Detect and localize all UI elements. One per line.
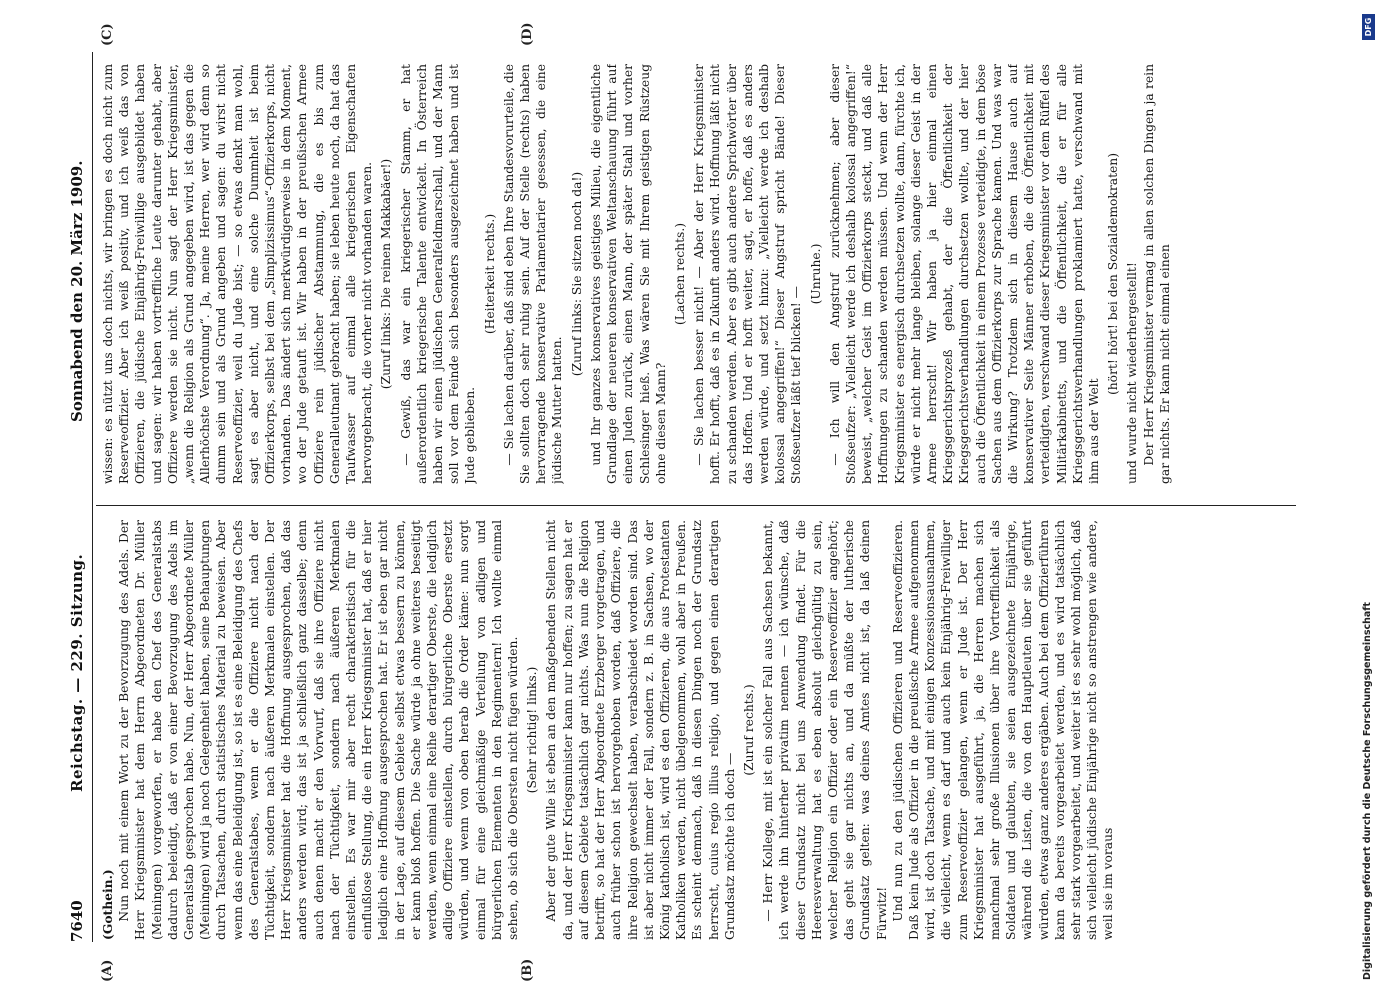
- paragraph: — Gewiß, das war ein kriegerischer Stamm, er hat außerordentlich kriegerische Talente entwickelt. In Österreich haben wir einen jüdischen Generalfeldmarschall, und der Mann soll vor dem Feinde sich besonders ausgezeichnet haben und ist Jude geblieben.: [398, 64, 478, 484]
- paragraph: — Sie lachen besser nicht! — Aber der Herr Kriegsminister hofft. Er hofft, daß es in Zukunft anders wird. Hoffnung läßt nicht zu schanden werden. Aber es gibt auch andere Sprichwörter über das Hoffen. Und er hofft weiter, sagt, er hoffe, daß es anders werden würde, und setzt hinzu: „Vielleicht werde ich deshalb kolossal angegriffen!“ Dieser Angstruf spricht Bände! Dieser Stoßseufzer läßt tief blicken! —: [692, 64, 804, 484]
- page-header: [64, 52, 93, 942]
- paragraph: wissen: es nützt uns doch nichts, wir bringen es doch nicht zum Reserveoffizier. Aber ich weiß positiv, und ich weiß das von Offizieren, die jüdische Einjährig-Freiwillige ausgebildet haben und sagen: wir haben vortreffliche Leute darunter gehabt, aber Offiziere werden sie nicht. Nun sagt der Herr Kriegsminister, „wenn die Religion als Grund angegeben wird, ist das gegen die Allerhöchste Verordnung“. Ja, meine Herren, wer wird denn so dumm sein und als Grund angeben und sagen: du wirst nicht Reserveoffizier, weil du Jude bist; — so etwas denkt man wohl, sagt es aber nicht, und eine solche Dummheit ist beim Offizierkorps, selbst bei dem „Simplizissimus“-Offizierkorps, nicht vorhanden. Das ändert sich merkwürdigerweise in dem Moment, wo der Jude getauft ist. Wir haben in der preußischen Armee Offiziere rein jüdischer Abstammung, die es bis zum Generalleutnant gebracht haben; sie leben heute noch, da hat das Taufwasser auf einmal alle kriegerischen Eigenschaften hervorgebracht, die vorher nicht vorhanden waren.: [101, 64, 375, 484]
- session-date: Sonnabend den 20. März 1909.: [68, 160, 86, 422]
- column-divider: [96, 505, 1296, 506]
- paragraph: (hört! hört! bei den Sozialdemokraten): [1106, 152, 1121, 396]
- paragraph: und wurde nicht wiederhergestellt!: [1125, 262, 1140, 484]
- paragraph: (Zuruf links: Sie sitzen noch da!): [569, 171, 584, 377]
- paragraph: Nun noch mit einem Wort zu der Bevorzugung des Adels. Der Herr Kriegsminister hat dem Herrn Abgeordneten Dr. Müller (Meiningen) vorgeworfen, er habe den Chef des Generalstabs dadurch beleidigt, daß er von einer Bevorzugung des Adels im Generalstab gesprochen habe. Nun, der Herr Abgeordnete Müller (Meiningen) wird ja noch Gelegenheit haben, seine Behauptungen durch Tatsachen, durch statistisches Material zu beweisen. Aber wenn das eine Beleidigung ist, so ist es eine Beleidigung des Chefs des Generalstabes, wenn er die Offiziere nicht nach der Tüchtigkeit, sondern nach äußeren Merkmalen einstellen. Der Herr Kriegsminister hat die Hoffnung ausgesprochen, daß das anders werden wird; das ist ja schließlich ganz dasselbe; denn auch denen macht er den Vorwurf, daß sie ihre Offiziere nicht nach der Tüchtigkeit, sondern nach äußeren Merkmalen einstellen. Es war mir aber recht charakteristisch für die einflußlose Stellung, die ein Herr Kriegsminister hat, daß er hier lediglich eine Hoffnung ausgesprochen hat. Er ist eben gar nicht in der Lage, auf diesem Gebiete selbst etwas bessern zu können, er kann bloß hoffen. Die Sache würde ja ohne weiteres beseitigt werden, wenn einmal eine Reihe derartiger Oberste, die lediglich adlige Offiziere einstellen, durch bürgerliche Oberste ersetzt würden, und wenn von oben herab die Order käme: nun sorgt einmal für eine gleichmäßige Verteilung von adligen und bürgerlichen Elementen in den Regimentern! Ich wollte einmal sehen, ob sich die Obersten nicht fügen würden.: [117, 520, 521, 940]
- paragraph: — Herr Kollege, mit ist ein solcher Fall aus Sachsen bekannt, ich werde ihn hinterher privatim nennen — ich wünsche, daß dieser Grundsatz nicht bei uns Anwendung findet. Für die Heeresverwaltung hat es eben absolut gleichgültig zu sein, welcher Religion ein Offizier oder ein Reserveoffizier angehört; das geht sie gar nichts an, und da müßte der lutherische Grundsatz gelten: was deines Amtes nicht ist, da laß deinen Fürwitz!: [761, 520, 889, 940]
- paragraph: Und nun zu den jüdischen Offizieren und Reserveoffizieren. Daß kein Jude als Offizier in die preußische Armee aufgenommen wird, ist doch Tatsache, und mit einigen Konzessionsausnahmen, die vielleicht, wenn es darf und auch kein Einjährig-Freiwilliger zum Reserveoffizier gelangen, wenn er Jude ist. Der Herr Kriegsminister hat ausgeführt, ja, die Herren machen sich manchmal sehr große Illusionen über ihre Vortrefflichkeit als Soldaten und glaubten, sie seien ausgezeichnete Einjährige, während die Listen, die von den Hauptleuten über sie geführt würden, etwas ganz anderes ergäben. Auch bei dem Offizierführen kann da bereits vorgearbeitet werden, und es wird tatsächlich sehr stark vorgearbeitet, und weiter ist es sehr wohl möglich, daß sich vielleicht jüdische Einjährige nicht so anstrengen wie andere, weil sie im voraus: [890, 520, 1116, 940]
- digitization-credit: Digitalisierung gefördert durch die Deutsche Forschungsgemeinschaft: [1362, 602, 1373, 980]
- paragraph: (Unruhe.): [808, 243, 823, 305]
- paragraph: — Sie lachen darüber, daß sind eben Ihre Standesvorurteile, die Sie sollten doch sehr ruhig sein. Auf der Stelle (rechts) haben hervorragende konservative Parlamentarier gesessen, die eine jüdische Mutter hatten.: [501, 64, 565, 484]
- dfg-logo: DFG: [1362, 14, 1375, 40]
- margin-marker-c: (C): [100, 23, 115, 46]
- paragraph: und Ihr ganzes konservatives geistiges Milieu, die eigentliche Grundlage der neueren konservativen Weltanschauung führt auf einen Juden zurück, einen Mann, der später Stahl und vorher Schlesinger hieß. Was wären Sie mit Ihrem geistigen Rüstzeug ohne diesen Mann?: [588, 64, 668, 484]
- session-title: Reichstag. — 229. Sitzung.: [68, 553, 86, 792]
- paragraph: — Ich will den Angstruf zurücknehmen; aber dieser Stoßseufzer: „Vielleicht werde ich deshalb kolossal angegriffen!“ beweist, „welcher Geist im Offizierkorps steckt, und daß alle Hoffnungen zu schanden werden müssen. Und wenn der Herr Kriegsminister es energisch durchsetzen wollte, dann, fürchte ich, würde er nicht mehr lange bleiben, solange dieser Geist in der Armee herrscht! Wir haben ja hier einmal einen Kriegsgerichtsprozeß gehabt, der die Öffentlichkeit der Kriegsgerichtsverhandlungen durchsetzen wollte, und der hier auch die Öffentlichkeit in einem Prozesse verteidigte, in dem böse Sachen aus dem Offizierkorps zur Sprache kamen. Und was war die Wirkung? Trotzdem sich in diesem Hause auch auf konservativer Seite Männer erhoben, die die Öffentlichkeit mit verteidigten, verschwand dieser Kriegsminister vor dem Rüffel des Militärkabinetts, und die Öffentlichkeit, die er für alle Kriegsgerichtsverhandlungen proklamiert hatte, verschwand mit ihm aus der Welt: [827, 64, 1101, 484]
- margin-marker-b: (B): [520, 958, 535, 982]
- paragraph: Der Herr Kriegsminister vermag in allen solchen Dingen ja rein gar nichts. Er kann nicht einmal einen: [1141, 64, 1172, 484]
- margin-marker-d: (D): [520, 22, 535, 46]
- paragraph: (Zuruf links: Die reinen Makkabäer!): [379, 158, 394, 390]
- paragraph: (Heiterkeit rechts.): [482, 213, 497, 335]
- paragraph: (Zuruf rechts.): [741, 684, 756, 776]
- paragraph: (Sehr richtig! links.): [525, 666, 540, 794]
- paragraph: (Gothein.): [100, 869, 115, 940]
- page-number: 7640: [68, 900, 86, 942]
- paragraph: Aber der gute Wille ist eben an den maßgebenden Stellen nicht da, und der Herr Kriegsminister kann nur hoffen; zu sagen hat er auf diesem Gebiete tatsächlich gar nichts. Was nun die Religion betrifft, so hat der Herr Abgeordnete Erzberger vorgetragen, und auch früher schon ist hervorgehoben worden, daß Offiziere, die ihre Religion gewechselt haben, verabschiedet worden sind. Das ist aber nicht immer der Fall, sondern z. B. in Sachsen, wo der König katholisch ist, wird es den Offizieren, die aus Protestanten Katholiken werden, nicht übelgenommen, wohl aber in Preußen. Es scheint demnach, daß in diesen Dingen noch der Grundsatz herrscht, cuius regio illius religio, und gegen einen derartigen Grundsatz möchte ich doch —: [544, 520, 737, 940]
- margin-marker-a: (A): [100, 959, 115, 982]
- right-text-column: [100, 64, 1300, 484]
- paragraph: (Lachen rechts.): [672, 222, 687, 326]
- left-text-column: [100, 520, 1300, 940]
